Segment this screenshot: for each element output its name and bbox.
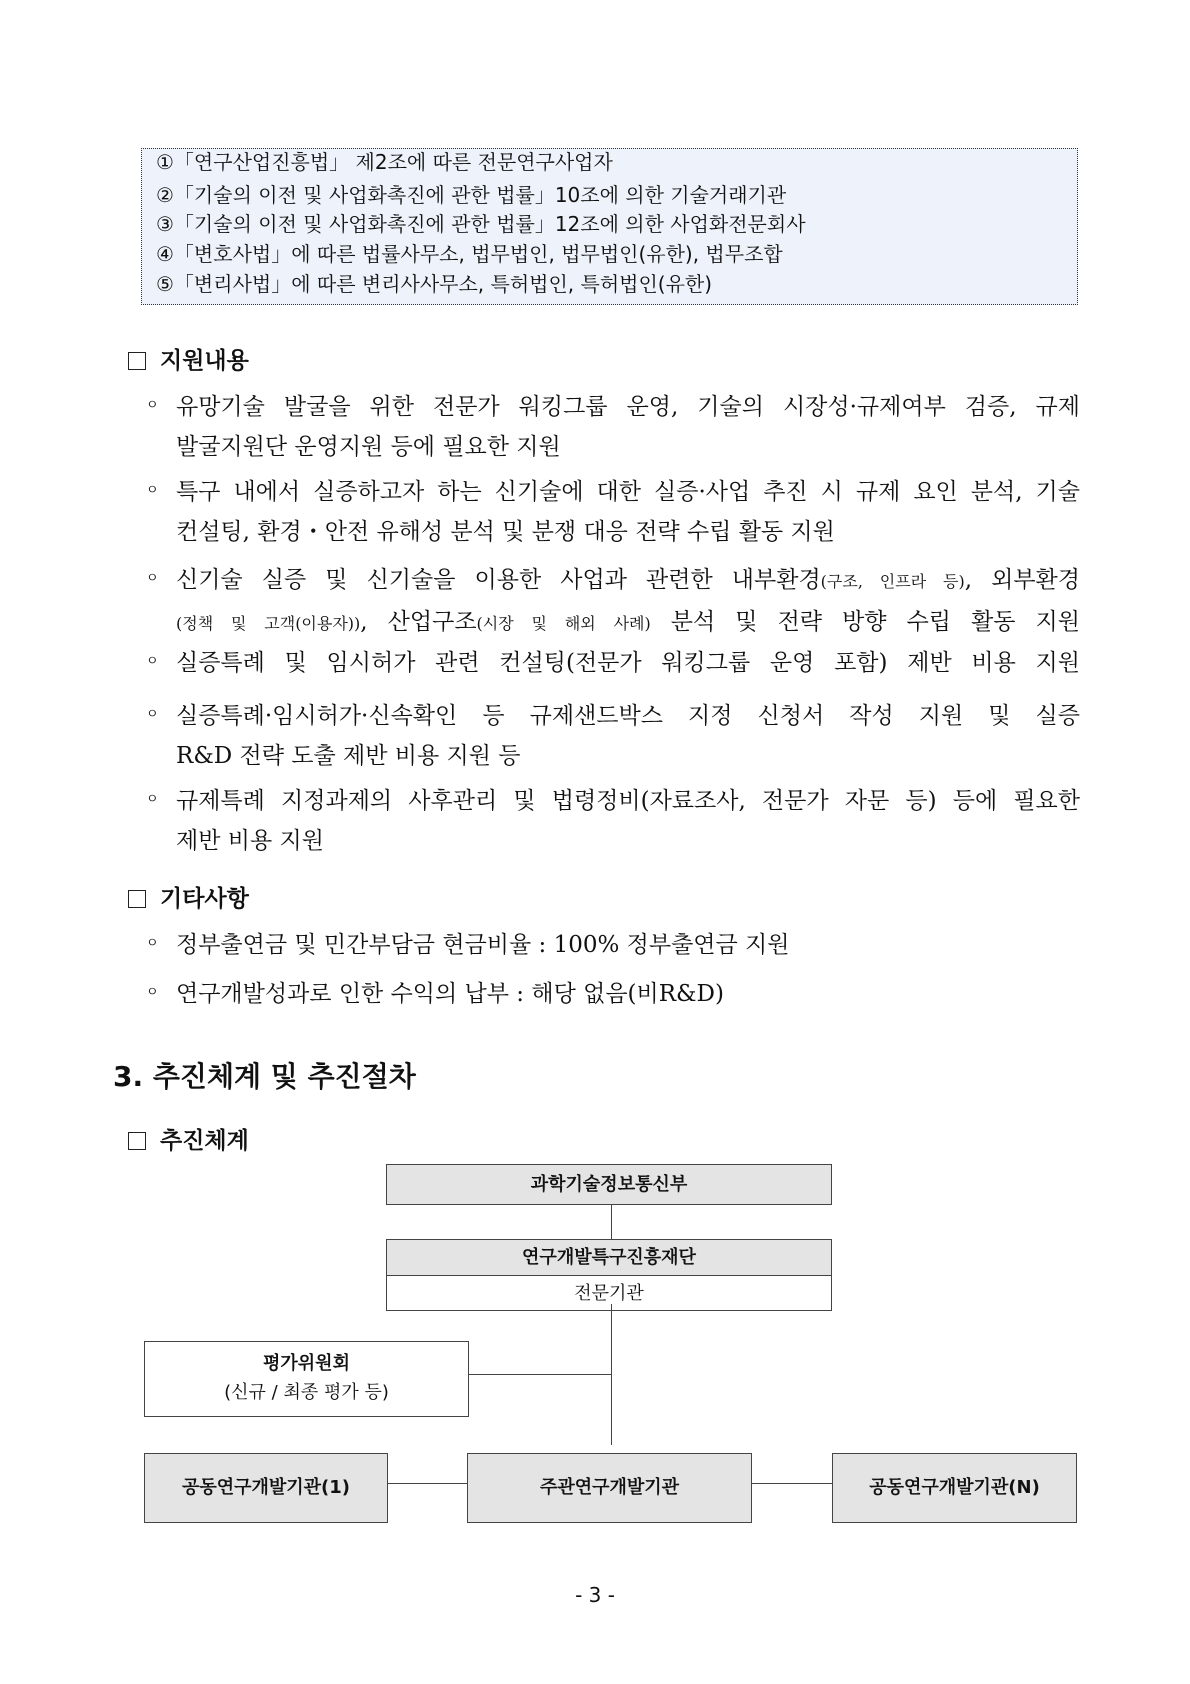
- page-number: - 3 -: [575, 1583, 615, 1607]
- section-heading-system: [128, 1122, 249, 1155]
- list-item: 특구 내에서 실증하고자 하는 신기술에 대한 실증·사업 추진 시 규제 요인 분석, 기술 컨설팅, 환경・안전 유해성 분석 및 분쟁 대응 전략 수립 활동 지원: [176, 479, 1080, 545]
- section-heading-support: [128, 342, 249, 375]
- checkbox-square-icon: [128, 1132, 146, 1150]
- bullet-icon: ㅇ: [146, 398, 159, 413]
- list-item: 정부출연금 및 민간부담금 현금비율 : 100% 정부출연금 지원: [176, 932, 790, 958]
- eligibility-item: ④「변호사법」에 따른 법률사무소, 법무법인, 법무법인(유한), 법무조합: [156, 242, 783, 266]
- list-item: 실증특례·임시허가·신속확인 등 규제샌드박스 지정 신청서 작성 지원 및 실증 R&D 전략 도출 제반 비용 지원 등: [176, 703, 1080, 769]
- list-item: 연구개발성과로 인한 수익의 납부 : 해당 없음(비R&D): [176, 981, 724, 1007]
- list-item: 유망기술 발굴을 위한 전문가 워킹그룹 운영, 기술의 시장성·규제여부 검증, 규제 발굴지원단 운영지원 등에 필요한 지원: [176, 394, 1080, 460]
- org-node-committee: [144, 1341, 469, 1417]
- bullet-icon: ㅇ: [146, 936, 159, 951]
- section-heading-label: 지원내용: [160, 348, 249, 374]
- section-heading-other: [128, 880, 249, 913]
- org-node-foundation: [386, 1239, 832, 1311]
- eligibility-item: ⑤「변리사법」에 따른 변리사사무소, 특허법인, 특허법인(유한): [156, 272, 713, 296]
- checkbox-square-icon: [128, 352, 146, 370]
- bullet-icon: ㅇ: [146, 654, 159, 669]
- org-node-committee-role: (신규 / 최종 평가 등): [224, 1382, 389, 1403]
- bullet-icon: ㅇ: [146, 707, 159, 722]
- org-node-joint-1: 공동연구개발기관(1): [144, 1453, 388, 1523]
- list-item: 규제특례 지정과제의 사후관리 및 법령정비(자료조사, 전문가 자문 등) 등에 필요한 제반 비용 지원: [176, 788, 1080, 854]
- org-node-committee-name: 평가위원회: [263, 1353, 350, 1374]
- connector-line: [611, 1304, 612, 1445]
- list-item: 실증특례 및 임시허가 관련 컨설팅(전문가 워킹그룹 운영 포함) 제반 비용 지원: [176, 650, 1080, 676]
- org-node-lead: 주관연구개발기관: [467, 1453, 752, 1523]
- connector-line: [386, 1483, 467, 1484]
- chapter-title: 3. 추진체계 및 추진절차: [113, 1060, 416, 1093]
- org-node-foundation-name: 연구개발특구진흥재단: [387, 1240, 831, 1276]
- list-item: 신기술 실증 및 신기술을 이용한 사업과 관련한 내부환경(구조, 인프라 등), 외부환경 (정책 및 고객(이용자)), 산업구조(시장 및 해외 사례) 분석 및 전략 방향 수립 활동 지원: [176, 567, 1080, 635]
- eligibility-box: [141, 148, 1078, 305]
- connector-line: [750, 1483, 832, 1484]
- eligibility-item: ③「기술의 이전 및 사업화촉진에 관한 법률」12조에 의한 사업화전문회사: [156, 212, 806, 236]
- org-node-joint-n: 공동연구개발기관(N): [832, 1453, 1077, 1523]
- bullet-icon: ㅇ: [146, 483, 159, 498]
- org-node-ministry: 과학기술정보통신부: [386, 1164, 832, 1205]
- section-heading-label: 기타사항: [160, 886, 249, 912]
- section-heading-label: 추진체계: [160, 1128, 249, 1154]
- connector-line: [469, 1374, 611, 1375]
- checkbox-square-icon: [128, 890, 146, 908]
- org-node-foundation-role: 전문기관: [574, 1283, 644, 1304]
- bullet-icon: ㅇ: [146, 985, 159, 1000]
- eligibility-item: ①「연구산업진흥법」 제2조에 따른 전문연구사업자: [156, 150, 613, 174]
- bullet-icon: ㅇ: [146, 571, 159, 586]
- eligibility-item: ②「기술의 이전 및 사업화촉진에 관한 법률」10조에 의한 기술거래기관: [156, 183, 787, 207]
- bullet-icon: ㅇ: [146, 792, 159, 807]
